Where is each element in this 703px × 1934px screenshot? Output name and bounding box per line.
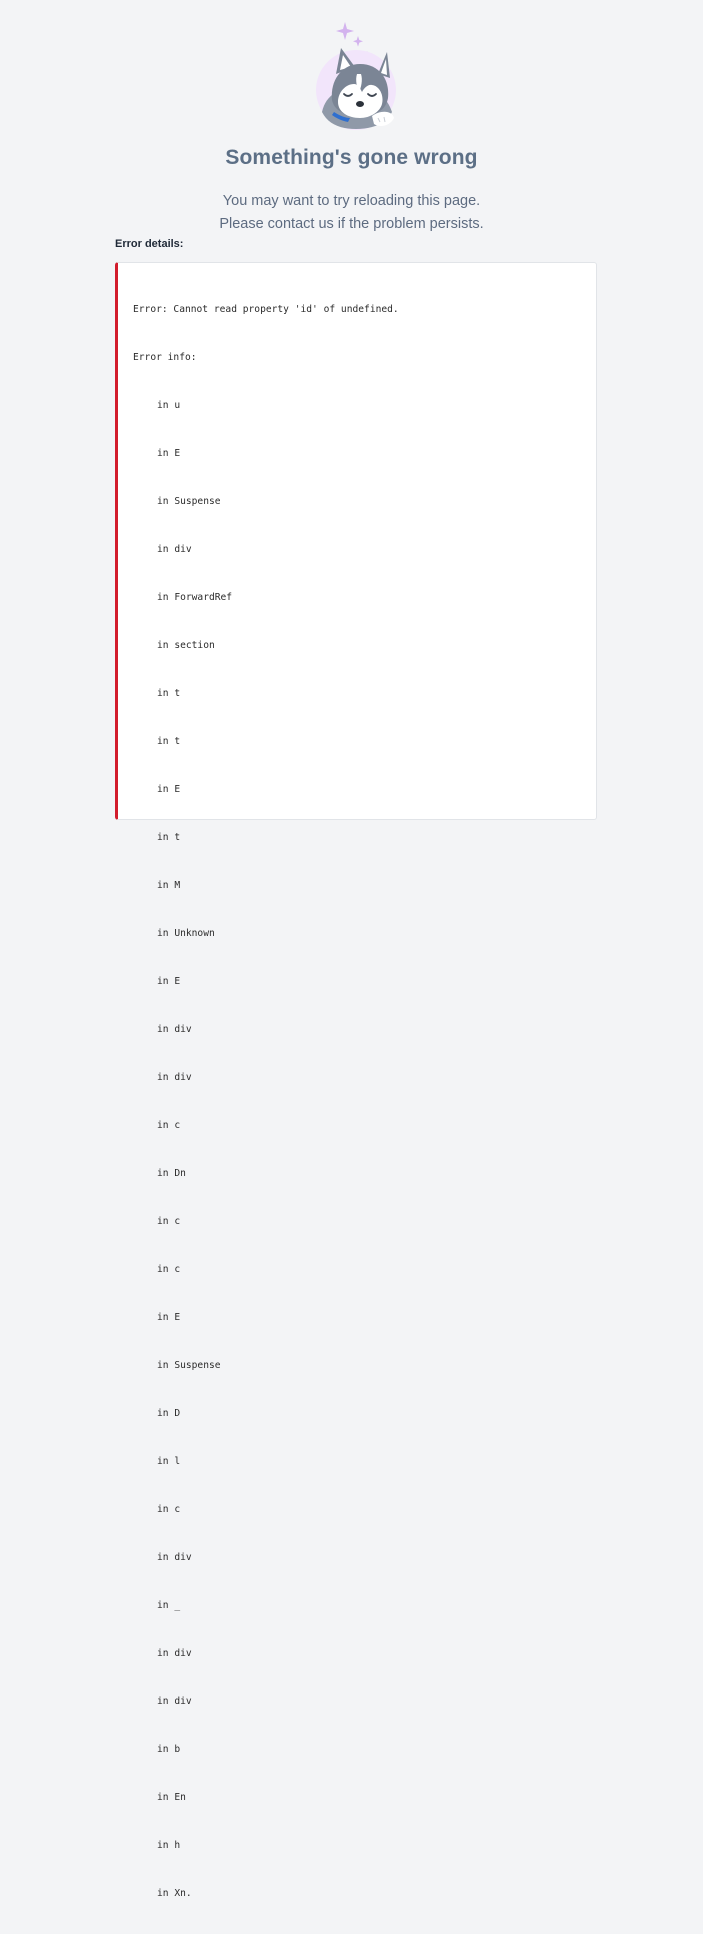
subtitle-line-reload: You may want to try reloading this page.	[222, 193, 481, 209]
stack-frame: in t	[157, 688, 181, 699]
stack-frame: in c	[157, 1264, 181, 1275]
error-stack-trace	[133, 270, 399, 1934]
stack-frame: in h	[157, 1840, 181, 1851]
stack-frame: in div	[157, 1552, 192, 1563]
error-details-box	[115, 262, 597, 1899]
stack-frame: in En	[157, 1792, 186, 1803]
stack-frame: in Suspense	[157, 496, 221, 507]
stack-frame: in section	[157, 640, 215, 651]
stack-frame: in ForwardRef	[157, 592, 233, 603]
stack-frame: in E	[157, 976, 181, 987]
stack-frame: in b	[157, 1744, 181, 1755]
stack-frame: in t	[157, 832, 181, 843]
stack-frame: in D	[157, 1408, 181, 1419]
stack-frame: in Dn	[157, 1168, 186, 1179]
sparkle-icon	[336, 22, 354, 40]
stack-frame: in div	[157, 1696, 192, 1707]
stack-frame: in c	[157, 1504, 181, 1515]
page-title: Something's gone wrong	[225, 146, 478, 169]
stack-frame: in c	[157, 1120, 181, 1131]
stack-frame: in E	[157, 448, 181, 459]
error-message: Error: Cannot read property 'id' of undefined.	[133, 304, 399, 315]
stack-frame: in E	[157, 1312, 181, 1323]
stack-frame: in _	[157, 1600, 181, 1611]
stack-frame: in div	[157, 1648, 192, 1659]
stack-frame: in l	[157, 1456, 181, 1467]
stack-frame: in t	[157, 736, 181, 747]
stack-frame: in c	[157, 1216, 181, 1227]
stack-frame: in M	[157, 880, 181, 891]
stack-frame: in u	[157, 400, 181, 411]
sparkle-icon	[353, 36, 363, 47]
stack-frame: in Suspense	[157, 1360, 221, 1371]
stack-frame: in Xn.	[157, 1888, 192, 1899]
stack-frame: in E	[157, 784, 181, 795]
stack-frame: in div	[157, 1024, 192, 1035]
sleeping-husky-icon	[300, 18, 410, 133]
stack-frame: in div	[157, 1072, 192, 1083]
error-info-label: Error info:	[133, 352, 197, 363]
stack-frame: in Unknown	[157, 928, 215, 939]
error-details-label: Error details:	[115, 238, 184, 250]
subtitle-line-contact: Please contact us if the problem persists.	[219, 216, 484, 232]
stack-frame: in div	[157, 544, 192, 555]
error-subtitle	[0, 190, 703, 236]
